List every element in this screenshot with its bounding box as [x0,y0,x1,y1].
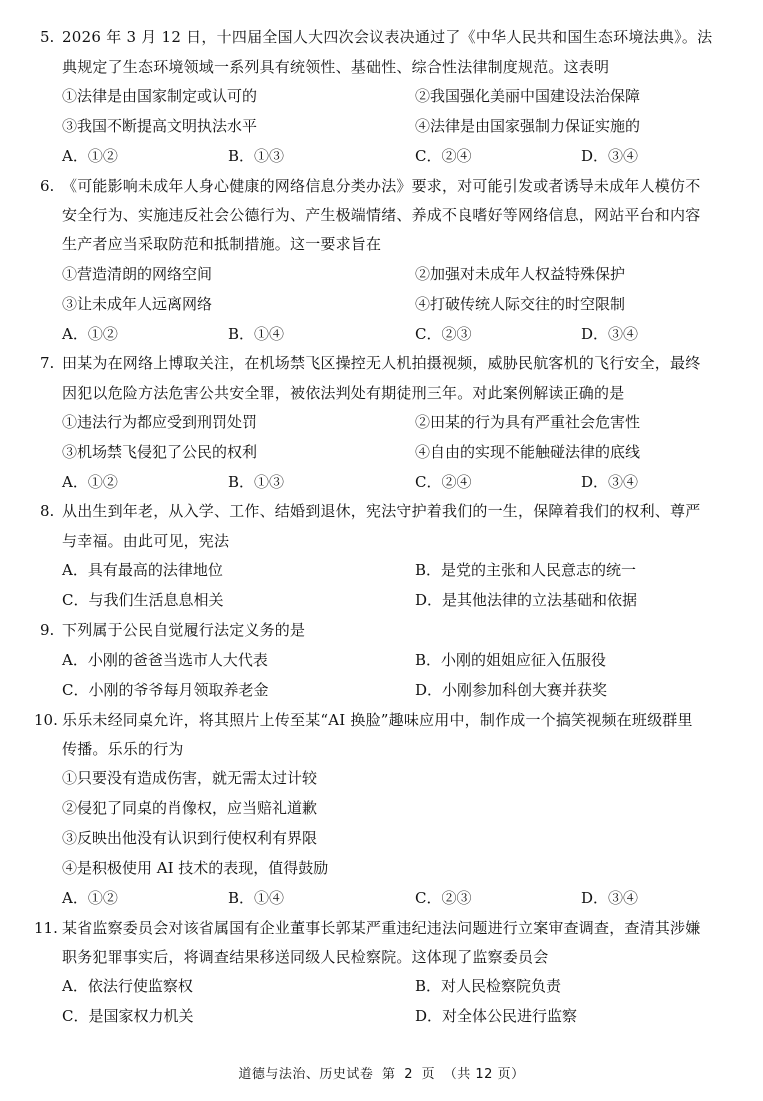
choice-c[interactable]: C．与我们生活息息相关 [62,591,224,609]
question-stem-line: 从出生到年老，从入学、工作、结婚到退休，宪法守护着我们的一生，保障着我们的权利、尊严 [62,502,701,520]
question-stem-line: 职务犯罪事实后，将调查结果移送同级人民检察院。这体现了监察委员会 [62,948,549,966]
statement-1: ①只要没有造成伤害，就无需太过计较 [62,769,318,787]
choice-b[interactable]: B．是党的主张和人民意志的统一 [415,561,637,579]
choice-c[interactable]: C．②④ [415,473,472,491]
statement-2: ②田某的行为具有严重社会危害性 [415,413,641,431]
question-stem-line: 某省监察委员会对该省属国有企业董事长郭某严重违纪违法问题进行立案审查调查，查清其涉嫌 [62,919,701,937]
question-stem-line: 《可能影响未成年人身心健康的网络信息分类办法》要求，对可能引发或者诱导未成年人模仿不 [62,177,701,195]
statement-4: ④打破传统人际交往的时空限制 [415,295,626,313]
question-stem-line: 安全行为、实施违反社会公德行为、产生极端情绪、养成不良嗜好等网络信息，网站平台和内容 [62,206,701,224]
footer-page-suffix: 页 [421,1067,436,1082]
question-stem-line: 生产者应当采取防范和抵制措施。这一要求旨在 [62,235,382,253]
choice-c[interactable]: C．小刚的爷爷每月领取养老金 [62,681,269,699]
choice-b[interactable]: B．小刚的姐姐应征入伍服役 [415,651,607,669]
question-number: 8. [40,502,55,520]
question-stem-line: 典规定了生态环境领域一系列具有统领性、基础性、综合性法律制度规范。这表明 [62,58,610,76]
question-number: 7. [40,354,55,372]
choice-a[interactable]: A．①② [62,473,118,491]
question-number: 5. [40,28,55,46]
statement-3: ③反映出他没有认识到行使权利有界限 [62,829,318,847]
statement-3: ③机场禁飞侵犯了公民的权利 [62,443,258,461]
choice-a[interactable]: A．具有最高的法律地位 [62,561,223,579]
choice-c[interactable]: C．②③ [415,325,472,343]
choice-a[interactable]: A．小刚的爸爸当选市人大代表 [62,651,268,669]
statement-4: ④自由的实现不能触碰法律的底线 [415,443,641,461]
question-number: 6. [40,177,55,195]
statement-3: ③让未成年人远离网络 [62,295,213,313]
question-stem-line: 下列属于公民自觉履行法定义务的是 [62,621,306,639]
footer-subject: 道德与法治、历史试卷 [238,1067,374,1082]
choice-d[interactable]: D．小刚参加科创大赛并获奖 [415,681,608,699]
choice-d[interactable]: D．对全体公民进行监察 [415,1007,578,1025]
question-stem-line: 乐乐未经同桌允许，将其照片上传至某“AI 换脸”趣味应用中，制作成一个搞笑视频在班级群里 [62,711,693,729]
statement-3: ③我国不断提高文明执法水平 [62,117,258,135]
question-stem-line: 田某为在网络上博取关注，在机场禁飞区操控无人机拍摄视频，威胁民航客机的飞行安全，最终 [62,354,701,372]
footer-page-prefix: 第 [382,1067,396,1082]
question-stem-line: 2026 年 3 月 12 日，十四届全国人大四次会议表决通过了《中华人民共和国生态环境法典》。法 [62,28,713,46]
statement-1: ①营造清朗的网络空间 [62,265,213,283]
choice-c[interactable]: C．是国家权力机关 [62,1007,194,1025]
question-stem-line: 因犯以危险方法危害公共安全罪，被依法判处有期徒刑三年。对此案例解读正确的是 [62,384,625,402]
statement-2: ②加强对未成年人权益特殊保护 [415,265,626,283]
footer-page-number: 2 [404,1067,413,1082]
question-stem-line: 传播。乐乐的行为 [62,740,184,758]
choice-b[interactable]: B．①④ [228,325,285,343]
choice-b[interactable]: B．①③ [228,147,285,165]
choice-d[interactable]: D．③④ [581,325,639,343]
footer-total-pages: （共 12 页） [443,1067,525,1082]
choice-b[interactable]: B．对人民检察院负责 [415,977,562,995]
statement-2: ②侵犯了同桌的肖像权，应当赔礼道歉 [62,799,318,817]
question-number: 11. [34,919,58,937]
choice-a[interactable]: A．①② [62,889,118,907]
choice-a[interactable]: A．依法行使监察权 [62,977,193,995]
choice-d[interactable]: D．③④ [581,889,639,907]
statement-1: ①法律是由国家制定或认可的 [62,87,258,105]
choice-d[interactable]: D．③④ [581,473,639,491]
question-stem-line: 与幸福。由此可见，宪法 [62,532,230,550]
choice-d[interactable]: D．是其他法律的立法基础和依据 [415,591,638,609]
choice-b[interactable]: B．①③ [228,473,285,491]
choice-c[interactable]: C．②③ [415,889,472,907]
choice-d[interactable]: D．③④ [581,147,639,165]
choice-b[interactable]: B．①④ [228,889,285,907]
choice-a[interactable]: A．①② [62,147,118,165]
statement-4: ④是积极使用 AI 技术的表现，值得鼓励 [62,859,329,877]
page-footer [0,1066,763,1084]
question-number: 9. [40,621,55,639]
statement-1: ①违法行为都应受到刑罚处罚 [62,413,258,431]
statement-4: ④法律是由国家强制力保证实施的 [415,117,641,135]
choice-c[interactable]: C．②④ [415,147,472,165]
choice-a[interactable]: A．①② [62,325,118,343]
question-number: 10. [34,711,58,729]
statement-2: ②我国强化美丽中国建设法治保障 [415,87,641,105]
